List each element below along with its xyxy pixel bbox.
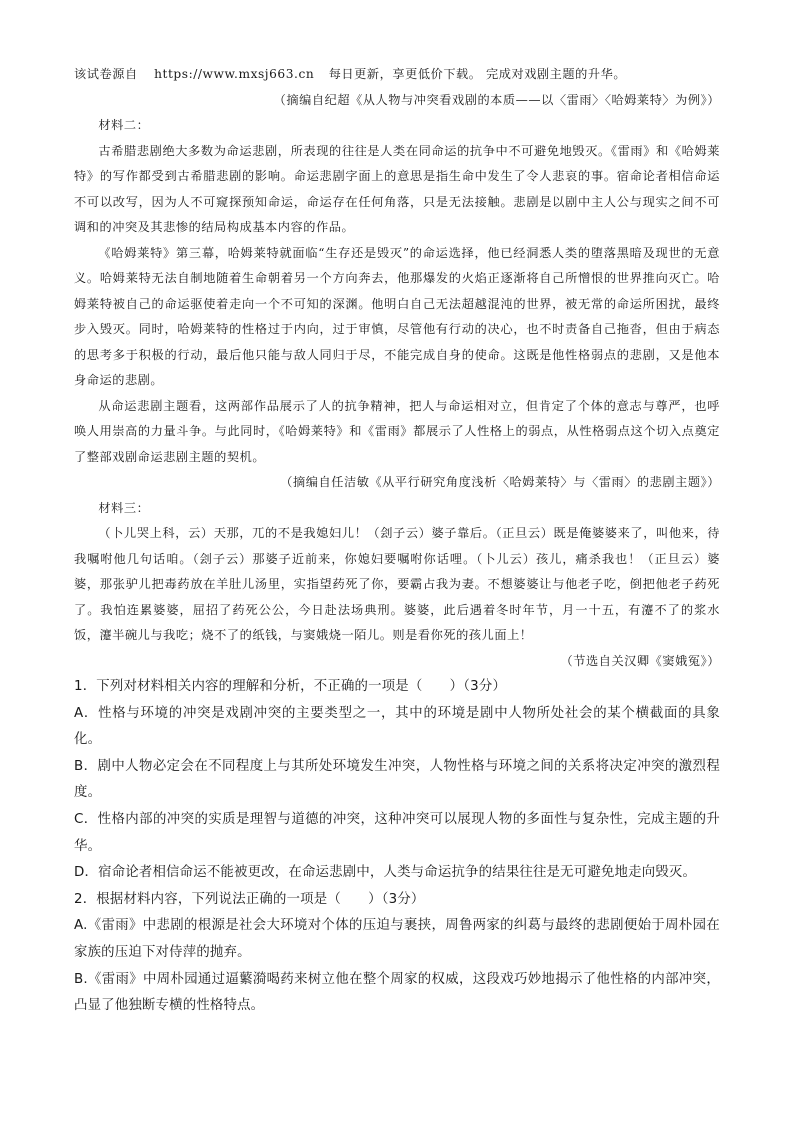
question-2-stem: 2．根据材料内容，下列说法正确的一项是（ ）（3分） [74,891,425,907]
material-2-paragraph-2: 《哈姆莱特》第三幕，哈姆莱特就面临“生存还是毁灭”的命运选择，他已经洞悉人类的堕落黑暗及现世的无意义。哈姆莱特无法自制地随着生命朝着另一个方向奔去，他那爆发的火焰正逐渐将自己所憎恨的世界推向灭亡。哈姆莱特被自己的命运驱使着走向一个不可知的深渊。他明白自己无法超越混沌的世界，被无常的命运所困扰，最终步入毁灭。同时，哈姆莱特的性格过于内向，过于审慎，尽管他有行动的决心，也不时责备自己拖沓，但由于病态的思考多于积极的行动，最后他只能与敌人同归于尽，不能完成自身的使命。这既是他性格弱点的悲剧，又是他本身命运的悲剧。 [74,245,720,387]
source-url-link[interactable]: https://www.mxsj663.cn [154,67,315,81]
question-1-option-a[interactable]: A．性格与环境的冲突是戏剧冲突的主要类型之一，其中的环境是剧中人物所处社会的某个横截面的具象化。 [74,705,720,748]
material-2-heading: 材料二： [98,118,150,132]
citation-2: （摘编自任洁敏《从平行研究角度浅析〈哈姆莱特〉与〈雷雨〉的悲剧主题》） [280,475,720,489]
page-header [74,62,720,88]
source-text: 该试卷源自 [74,67,138,81]
question-1-option-c[interactable]: C．性格内部的冲突的实质是理智与道德的冲突，这种冲突可以展现人物的多面性与复杂性，完成主题的升华。 [74,811,720,854]
citation-1: （摘编自纪超《从人物与冲突看戏剧的本质——以〈雷雨〉〈哈姆莱特〉为例》） [273,92,720,107]
material-3-heading: 材料三： [98,500,150,515]
material-2-paragraph-1: 古希腊悲剧绝大多数为命运悲剧，所表现的往往是人类在同命运的抗争中不可避免地毁灭。《雷雨》和《哈姆莱特》的写作都受到古希腊悲剧的影响。命运悲剧字面上的意思是指生命中发生了令人悲哀的事。宿命论者相信命运不可以改写，因为人不可窥探预知命运，命运存在任何角落，只是无法接触。悲剧是以剧中主人公与现实之间不可调和的冲突及其悲惨的结局构成基本内容的作品。 [74,143,720,234]
material-3-paragraph: （卜儿哭上科，云）天那，兀的不是我媳妇儿！（刽子云）婆子靠后。（正旦云）既是俺婆婆来了，叫他来，待我嘱咐他几句话咱。（刽子云）那婆子近前来，你媳妇要嘱咐你话哩。（卜儿云）孩儿，痛杀我也！（正旦云）婆婆，那张驴儿把毒药放在羊肚儿汤里，实指望药死了你，要霸占我为妻。不想婆婆让与他老子吃，倒把他老子药死了。我怕连累婆婆，屈招了药死公公，今日赴法场典刑。婆婆，此后遇着冬时年节，月一十五，有瀽不了的浆水饭，瀽半碗儿与我吃；烧不了的纸钱，与窦娥烧一陌儿。则是看你死的孩儿面上！ [74,526,720,642]
continuation-text: 完成对戏剧主题的升华。 [485,67,627,81]
question-1-option-b[interactable]: B．剧中人物必定会在不同程度上与其所处环境发生冲突，人物性格与环境之间的关系将决定冲突的激烈程度。 [74,758,720,801]
question-2-option-a[interactable]: A.《雷雨》中悲剧的根源是社会大环境对个体的压迫与裹挟，周鲁两家的纠葛与最终的悲剧便始于周朴园在家族的压迫下对侍萍的抛弃。 [74,918,720,960]
question-2-option-b[interactable]: B.《雷雨》中周朴园通过逼蘩漪喝药来树立他在整个周家的权威，这段戏巧妙地揭示了他性格的内部冲突，凸显了他独断专横的性格特点。 [74,971,720,1014]
question-1-stem: 1．下列对材料相关内容的理解和分析，不正确的一项是（ ）（3分） [74,679,507,694]
question-1-option-d[interactable]: D．宿命论者相信命运不能被更改，在命运悲剧中，人类与命运抗争的结果往往是无可避免地走向毁灭。 [74,865,697,881]
promo-text: 每日更新，享更低价下载。 [328,67,482,81]
material-2-paragraph-3: 从命运悲剧主题看，这两部作品展示了人的抗争精神，把人与命运相对立，但肯定了个体的意志与尊严，也呼唤人用崇高的力量斗争。与此同时，《哈姆莱特》和《雷雨》都展示了人性格上的弱点，从性格弱点这个切入点奠定了整部戏剧命运悲剧主题的契机。 [74,398,720,464]
citation-3: （节选自关汉卿《窦娥冤》） [560,653,720,668]
question-2 [74,887,720,1020]
document-page [74,62,720,1020]
question-1 [74,674,720,887]
